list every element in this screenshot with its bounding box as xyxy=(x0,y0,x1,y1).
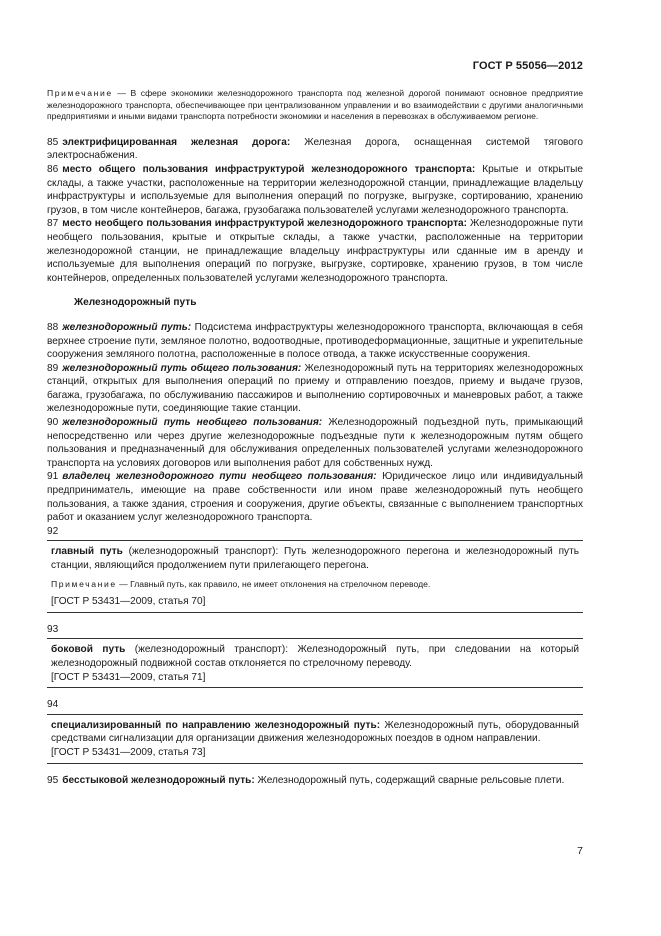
entry-number-94: 94 xyxy=(47,699,59,711)
term-definition: Крытые и открытые склады, а также участки, расположенные на территории железнодорожной станции, принадлежащие владельцу инфраструктуры и используемые для выполнения операций по погрузке, выгрузке, сортированию, хранению грузов, в том числе контейнеров, багажа, грузобагажа пользователей услугами железнодорожного транспорта. xyxy=(47,163,583,216)
term-definition: Железнодорожный путь, оборудованный средствами сигнализации для организации движения железнодорожных поездов в одном направлении. xyxy=(51,719,579,745)
term-name: специализированный по направлению железнодорожный путь: xyxy=(51,719,381,731)
source-reference: [ГОСТ Р 53431—2009, статья 70] xyxy=(51,596,206,608)
boxed-definition xyxy=(51,719,579,746)
boxed-definition xyxy=(51,643,579,670)
term-name: бесстыковой железнодорожный путь: xyxy=(62,774,255,786)
term-entry-88 xyxy=(47,321,583,362)
document-code: ГОСТ Р 55056—2012 xyxy=(472,60,583,72)
term-definition: (железнодорожный транспорт): Железнодорожный путь, при следовании на который железнодорожный подвижной состав отклоняется по стрелочному переводу. xyxy=(51,644,579,669)
note-text: — Главный путь, как правило, не имеет отклонения на стрелочном переводе. xyxy=(116,578,431,589)
page-number: 7 xyxy=(577,845,583,857)
term-name: боковой путь xyxy=(51,644,126,656)
entry-number: 86 xyxy=(47,163,59,175)
boxed-definition xyxy=(51,545,579,572)
term-entry-91 xyxy=(47,470,583,524)
entry-number-93: 93 xyxy=(47,623,59,635)
boxed-term-94 xyxy=(47,714,583,764)
page-content xyxy=(47,88,583,787)
entry-number: 89 xyxy=(47,362,59,374)
term-definition: Подсистема инфраструктуры железнодорожного транспорта, включающая в себя верхнее строение пути, земляное полотно, водоотводные, противодеформационные, защитные и укрепительные сооружения земляного полотна, расположенные в полосе отвода, а также искусственные сооружения. xyxy=(47,321,583,361)
term-name: главный путь xyxy=(51,546,123,558)
note-lead: Примечание xyxy=(51,578,117,589)
note-top xyxy=(47,88,583,123)
source-reference: [ГОСТ Р 53431—2009, статья 71] xyxy=(51,671,206,683)
term-definition: Железнодорожные пути необщего пользования, крытые и открытые склады, а также участки, расположенные на территории железнодорожной станции, не принадлежащие владельцу инфраструктуры или сданные им в аренду и используемые для выполнения операций по погрузке, выгрузке, сортировке, хранению грузов, в том числе контейнеров, определенных пользователей услугами железнодорожного транспорта. xyxy=(47,218,584,284)
entry-number: 85 xyxy=(47,136,59,148)
term-name: железнодорожный путь общего пользования: xyxy=(62,362,302,374)
term-entry-87 xyxy=(47,217,583,285)
note-text: — В сфере экономики железнодорожного транспорта под железной дорогой понимают основное предприятие железнодорожного транспорта, обеспечивающее при централизованном управлении и во взаимодействии с другими аналогичными предприятиями и иными видами транспорта потребности экономики и населения в перевозках в обслуживаемом регионе. xyxy=(47,88,583,122)
term-name: место общего пользования инфраструктурой железнодорожного транспорта: xyxy=(62,163,476,175)
term-entry-90 xyxy=(47,416,583,470)
term-definition: Железнодорожный подъездной путь, примыкающий непосредственно или через другие железнодорожные подъездные пути к железнодорожным путям общего пользования и предназначенный для обслуживания определенных пользователей услугами железнодорожного транспорта на условиях договоров или выполнения работ для собственных нужд. xyxy=(47,417,583,469)
entry-number: 88 xyxy=(47,321,59,333)
boxed-note xyxy=(51,579,579,591)
note-lead: Примечание xyxy=(47,88,113,98)
entry-number: 91 xyxy=(47,471,59,483)
term-name: железнодорожный путь необщего пользования: xyxy=(62,417,323,429)
boxed-term-93 xyxy=(47,638,583,688)
term-name: электрифицированная железная дорога: xyxy=(62,136,291,148)
term-definition: Юридическое лицо или индивидуальный предприниматель, имеющие на праве собственности или ином праве железнодорожный путь необщего пользования, а также здания, строения и сооружения, другие объекты, связанные с выполнением транспортных работ и оказанием услуг железнодорожного транспорта. xyxy=(47,471,584,524)
term-name: место необщего пользования инфраструктурой железнодорожного транспорта: xyxy=(62,218,467,230)
entry-number-92: 92 xyxy=(47,525,59,537)
term-definition: Железная дорога, оснащенная системой тягового электроснабжения. xyxy=(47,136,583,162)
term-definition: (железнодорожный транспорт): Путь железнодорожного перегона и железнодорожный путь станции, являющийся продолжением пути прилегающего перегона. xyxy=(51,546,579,571)
term-name: владелец железнодорожного пути необщего пользования: xyxy=(62,471,377,483)
boxed-term-92 xyxy=(47,540,583,612)
term-name: железнодорожный путь: xyxy=(62,321,192,333)
section-title: Железнодорожный путь xyxy=(74,297,197,309)
source-reference: [ГОСТ Р 53431—2009, статья 73] xyxy=(51,746,206,758)
term-definition: Железнодорожный путь на территориях железнодорожных станций, открытых для выполнения операций по приему и отправлению поездов, приему и выдаче грузов, багажа, грузобагажа, по обслуживанию пассажиров и выполнению сортировочных и маневровых работ, а также железнодорожные пути, соединяющие такие станции. xyxy=(47,362,583,415)
entry-number: 95 xyxy=(47,774,59,786)
entry-number: 87 xyxy=(47,218,59,230)
entry-number: 90 xyxy=(47,417,59,429)
term-entry-86 xyxy=(47,163,583,217)
term-entry-89 xyxy=(47,362,583,416)
term-entry-85 xyxy=(47,136,583,163)
term-definition: Железнодорожный путь, содержащий сварные рельсовые плети. xyxy=(254,774,565,786)
term-entry-95 xyxy=(47,774,583,788)
